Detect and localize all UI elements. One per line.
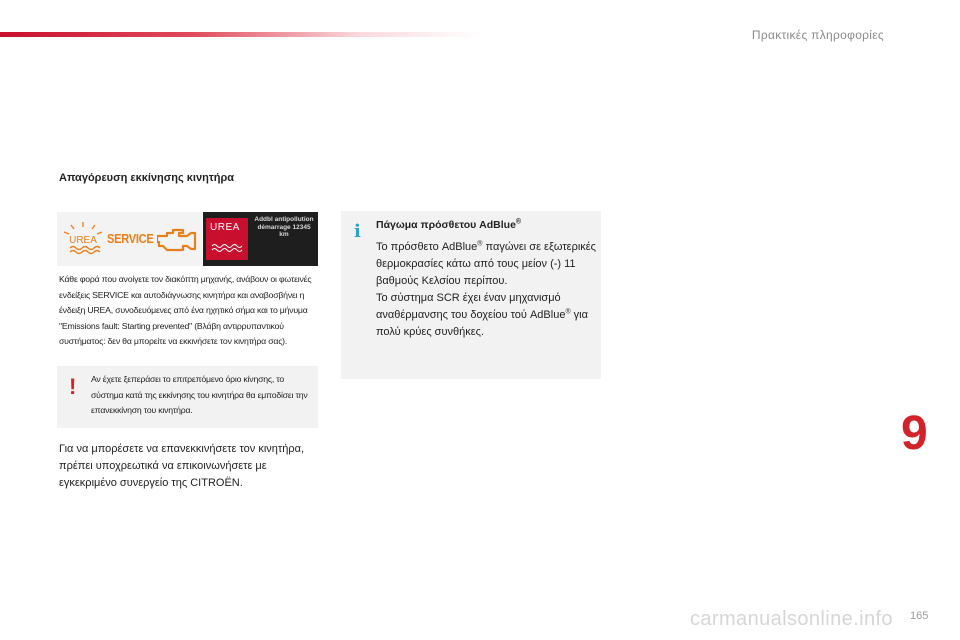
info-paragraph-1: Το πρόσθετο AdBlue® παγώνει σε εξωτερικές θερμοκρασίες κάτω από τους μείον (-) 11 βαθμούς Κελσίου περίπου. [376,240,596,287]
engine-warning-icon [157,224,199,256]
info-body [376,239,596,341]
urea-display-icon [206,218,248,260]
info-icon: i [354,221,361,242]
urea-lamp-icon [61,220,105,258]
info-box [341,211,601,379]
info-paragraph-2: Το σύστημα SCR έχει έναν μηχανισμό αναθέρμανσης του δοχείου τού AdBlue® για πολύ κρύες συνθήκες. [376,292,588,338]
page-number: 165 [910,610,929,622]
liquid-waves-icon [211,242,243,252]
info-title: Πάγωμα πρόσθετου AdBlue® [376,218,522,231]
section-heading: Απαγόρευση εκκίνησης κινητήρα [59,172,235,184]
section-header-title: Πρακτικές πληροφορίες [751,28,884,42]
restart-instructions: Για να μπορέσετε να επανεκκινήσετε τον κινητήρα, πρέπει υποχρεωτικά να επικοινωνήσετε με εγκεκριμένο συνεργείο της CITROËN. [59,443,305,489]
warning-icons-illustration [57,212,318,266]
exclamation-icon: ! [69,374,77,399]
urea-display-label: UREA [210,222,240,233]
display-message: Addbl antipollution démarrage 12345 km [254,216,314,238]
urea-lamp-label: UREA [69,235,97,246]
chapter-number: 9 [901,407,928,460]
warning-box [57,366,318,428]
warning-lamps-panel [57,212,202,266]
illustration-caption: Κάθε φορά που ανοίγετε τον διακόπτη μηχανής, ανάβουν οι φωτεινές ενδείξεις SERVICE και αυτοδιάγνωσης κινητήρα και αναβοσβήνει η ένδειξη UREA, συνοδευόμενες από ένα ηχητικό σήμα και το μήνυμα "Emissions fault: Starting prevented" (Βλάβη αντιρρυπαντικού συστήματος: δεν θα μπορείτε να εκκινήσετε τον κινητήρα σας). [59,274,312,346]
service-lamp-icon: SERVICE [107,231,154,246]
warning-text: Αν έχετε ξεπεράσει το επιτρεπόμενο όριο κίνησης, το σύστημα κατά της εκκίνησης του κινητήρα θα εμποδίσει την επανεκκίνηση του κινητήρα. [91,374,308,415]
watermark: carmanualsonline.info [690,608,893,630]
instrument-display-panel [203,212,318,266]
header-accent-bar [0,32,480,37]
